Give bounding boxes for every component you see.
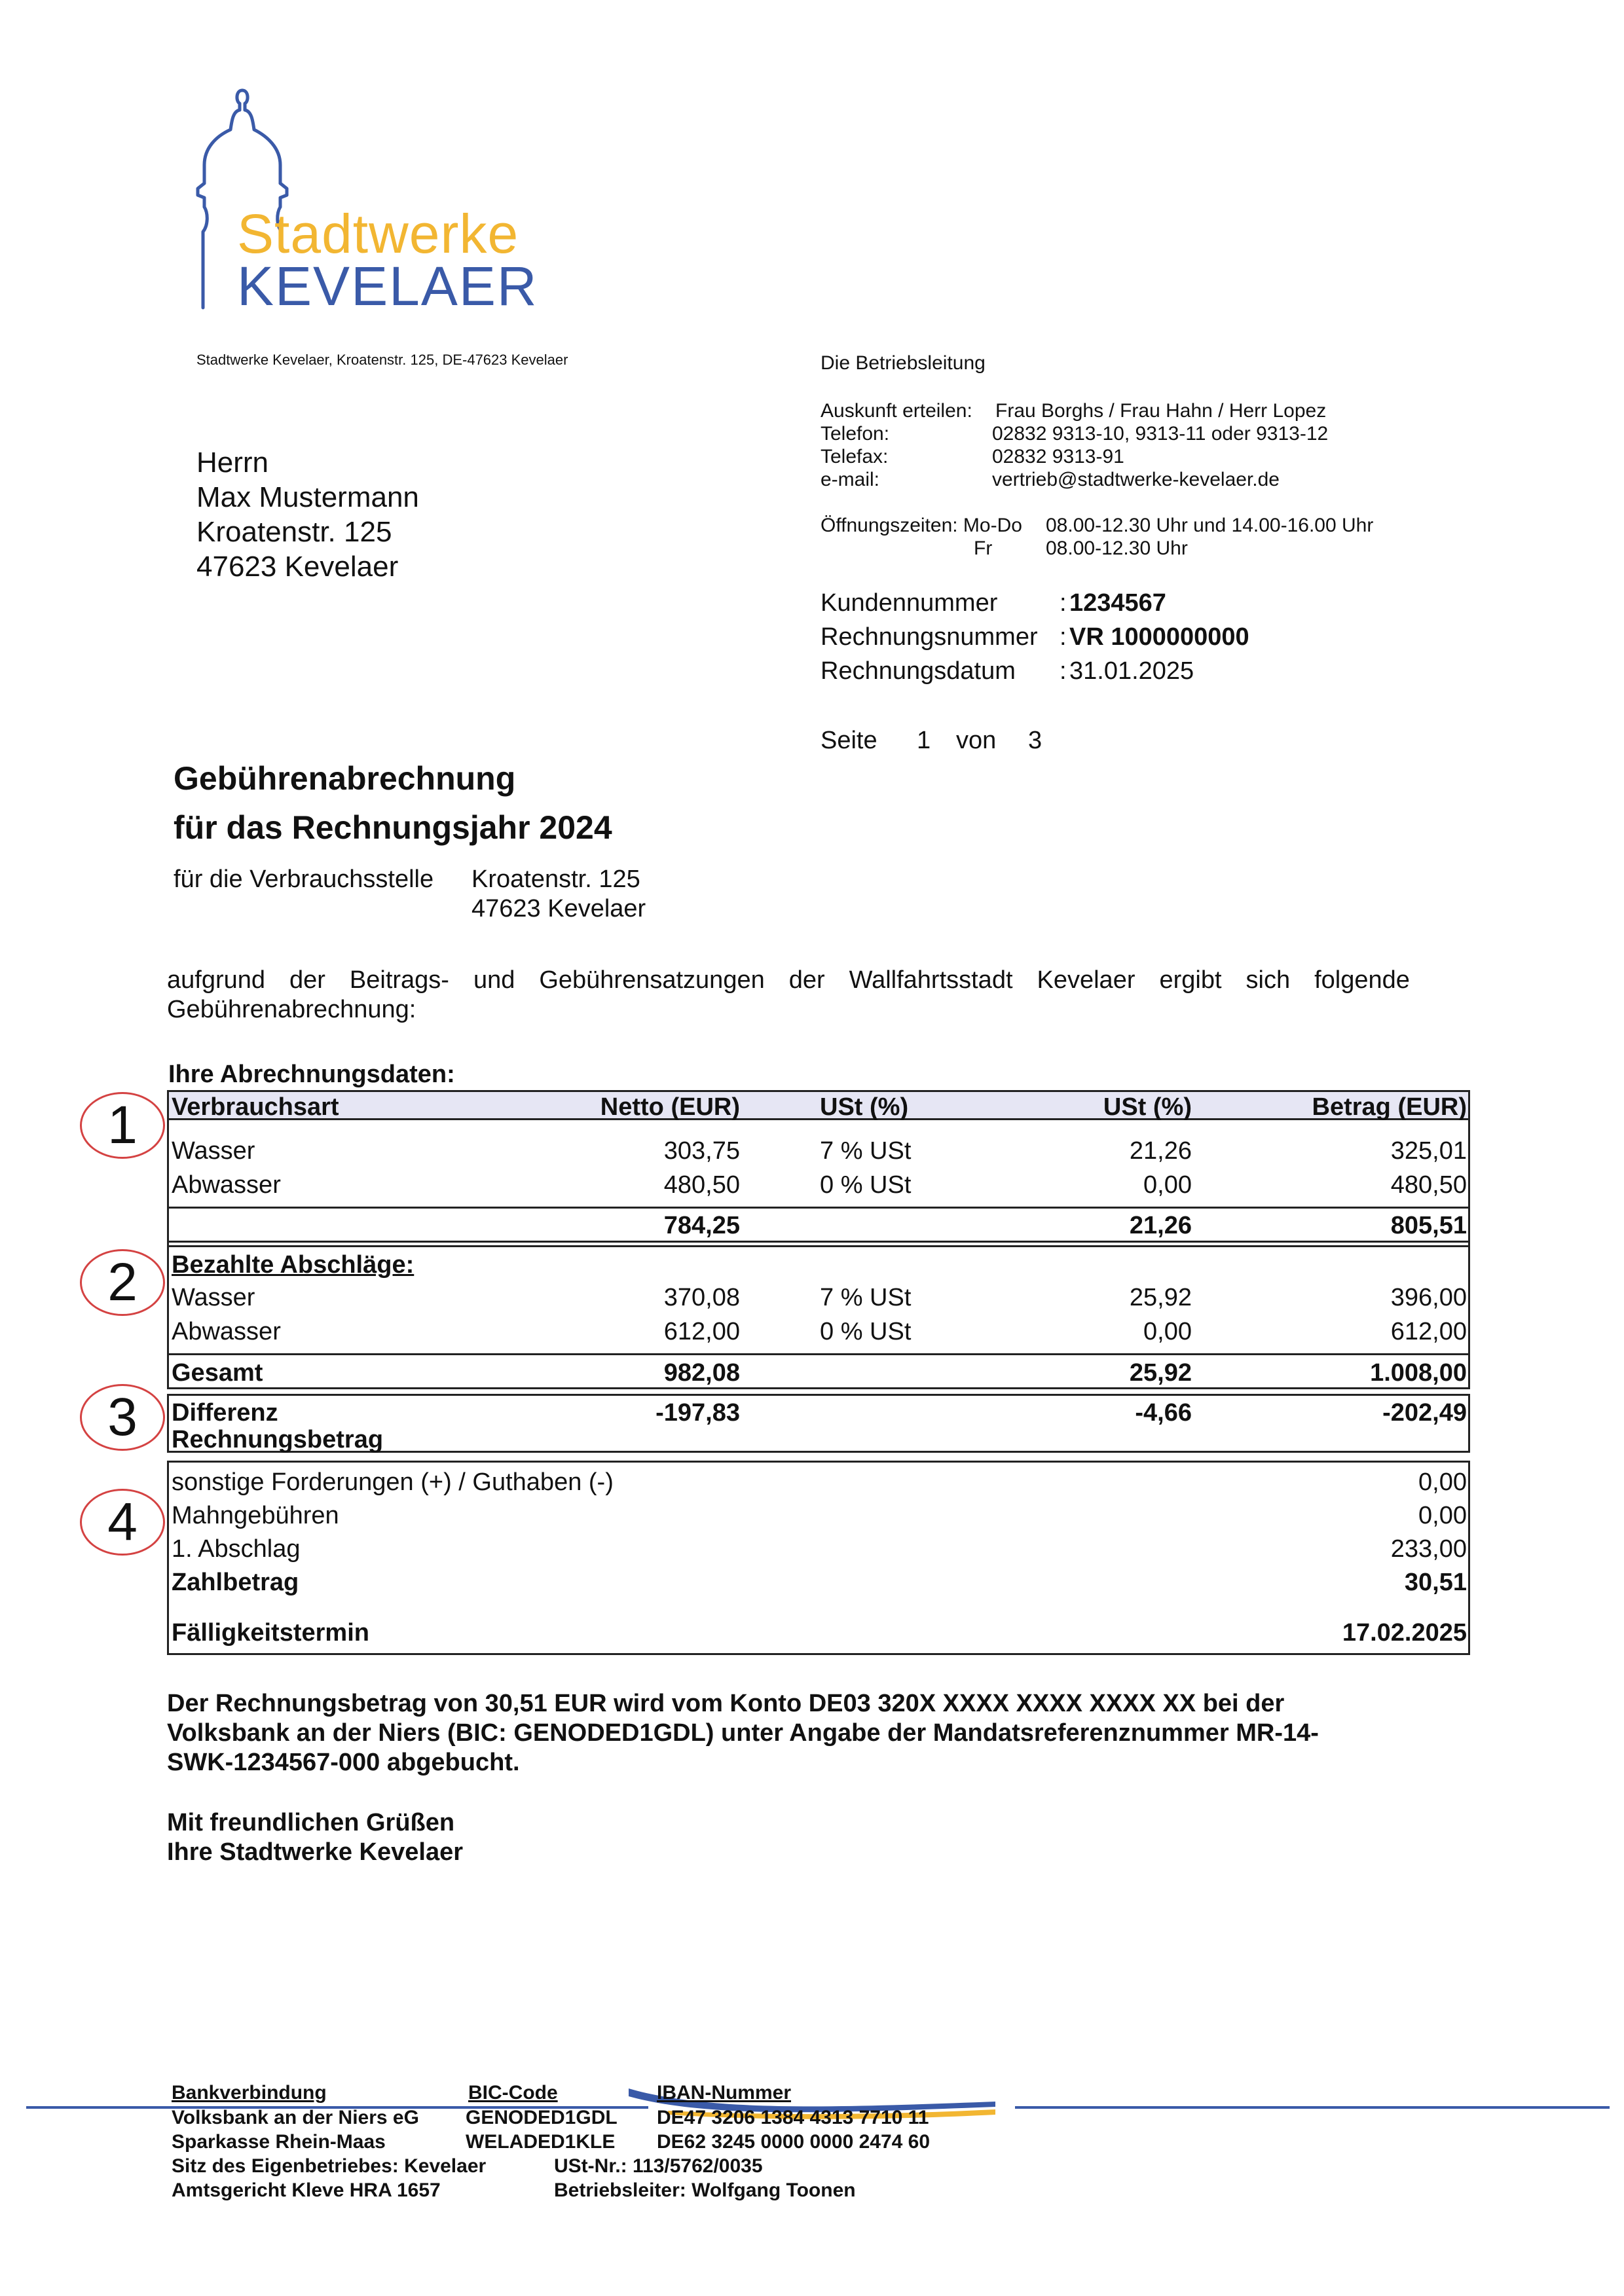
consumption-row-vat-amount: 21,26 <box>1129 1137 1192 1165</box>
consumption-row-vat-rate: 0 % USt <box>820 1171 912 1199</box>
intro-text-line1 <box>167 966 1410 994</box>
column-header-net: Netto (EUR) <box>600 1093 740 1121</box>
footer-court: Amtsgericht Kleve HRA 1657 <box>172 2179 441 2201</box>
recipient-salutation: Herrn <box>196 446 269 479</box>
phone-value: 02832 9313-10, 9313-11 oder 9313-12 <box>992 423 1329 445</box>
total-divider <box>169 1353 1468 1355</box>
page-subtitle: für das Rechnungsjahr 2024 <box>174 809 612 846</box>
subtotal-total: 805,51 <box>1390 1212 1467 1239</box>
department-label: Die Betriebsleitung <box>821 352 986 374</box>
consumption-site-label: für die Verbrauchsstelle <box>174 866 434 893</box>
paid-row-vat-rate: 7 % USt <box>820 1284 912 1311</box>
footer-bic-2: WELADED1KLE <box>466 2131 616 2153</box>
section-divider <box>169 1245 1468 1247</box>
intro-word: und <box>473 966 515 994</box>
subtotal-divider <box>169 1207 1468 1209</box>
subtotal-net: 784,25 <box>663 1212 740 1239</box>
paid-row-net: 370,08 <box>663 1284 740 1311</box>
consumption-row-type: Abwasser <box>172 1171 281 1199</box>
total-net: 982,08 <box>663 1359 740 1387</box>
intro-word: ergibt <box>1159 966 1222 994</box>
fax-label: Telefax: <box>821 446 889 467</box>
footer-bank-header: Bankverbindung <box>172 2082 327 2104</box>
intro-word: sich <box>1246 966 1291 994</box>
total-label: Gesamt <box>172 1359 263 1387</box>
recipient-name: Max Mustermann <box>196 481 419 513</box>
footer-rule-right <box>1015 2106 1610 2109</box>
direct-debit-line3: SWK-1234567-000 abgebucht. <box>167 1749 520 1776</box>
intro-word: der <box>289 966 325 994</box>
footer-vat-number: USt-Nr.: 113/5762/0035 <box>554 2155 763 2177</box>
email-label: e-mail: <box>821 469 880 490</box>
footer-seat: Sitz des Eigenbetriebes: Kevelaer <box>172 2155 487 2177</box>
footer-iban-header: IBAN-Nummer <box>657 2082 792 2104</box>
consumption-row-net: 303,75 <box>663 1137 740 1165</box>
intro-word: folgende <box>1314 966 1410 994</box>
first-installment-label: 1. Abschlag <box>172 1535 301 1563</box>
paid-row-total: 612,00 <box>1390 1318 1467 1345</box>
paid-row-type: Abwasser <box>172 1318 281 1345</box>
page-title: Gebührenabrechnung <box>174 760 516 797</box>
difference-total: -202,49 <box>1382 1399 1467 1427</box>
difference-sublabel: Rechnungsbetrag <box>172 1426 384 1453</box>
footer-iban-2: DE62 3245 0000 0000 2474 60 <box>657 2131 931 2153</box>
billing-table-frame <box>167 1090 1470 1389</box>
column-header-vat-amount: USt (%) <box>1103 1093 1192 1121</box>
customer-number-value: 1234567 <box>1069 589 1166 617</box>
greeting-line1: Mit freundlichen Grüßen <box>167 1809 455 1836</box>
footer-bic-1: GENODED1GDL <box>466 2107 618 2128</box>
intro-word: aufgrund <box>167 966 266 994</box>
dunning-fees-label: Mahngebühren <box>172 1502 339 1529</box>
invoice-date-value: 31.01.2025 <box>1069 657 1194 685</box>
other-claims-label: sonstige Forderungen (+) / Guthaben (-) <box>172 1468 614 1496</box>
consumption-row-vat-rate: 7 % USt <box>820 1137 912 1165</box>
footer-bic-header: BIC-Code <box>468 2082 558 2104</box>
paid-row-vat-rate: 0 % USt <box>820 1318 912 1345</box>
payment-amount-value: 30,51 <box>1404 1569 1467 1596</box>
total-vat: 25,92 <box>1129 1359 1192 1387</box>
greeting-line2: Ihre Stadtwerke Kevelaer <box>167 1838 464 1866</box>
consumption-site-city: 47623 Kevelaer <box>471 895 646 922</box>
contact-info-label: Auskunft erteilen: <box>821 400 972 422</box>
intro-word: der <box>788 966 825 994</box>
consumption-row-total: 325,01 <box>1390 1137 1467 1165</box>
due-date-label: Fälligkeitstermin <box>172 1619 369 1647</box>
marker-circle-4: 4 <box>80 1489 165 1556</box>
marker-circle-1: 1 <box>80 1092 165 1159</box>
fax-value: 02832 9313-91 <box>992 446 1124 467</box>
intro-word: Gebührensatzungen <box>539 966 765 994</box>
difference-net: -197,83 <box>655 1399 740 1427</box>
dunning-fees-value: 0,00 <box>1418 1502 1467 1529</box>
paid-row-vat-amount: 25,92 <box>1129 1284 1192 1311</box>
paid-row-vat-amount: 0,00 <box>1143 1318 1192 1345</box>
page-of-label: von <box>956 727 997 754</box>
intro-word: Beitrags- <box>349 966 449 994</box>
customer-number-label: Kundennummer <box>821 589 998 617</box>
payment-amount-label: Zahlbetrag <box>172 1569 299 1596</box>
opening-hours-friday-label: Fr <box>974 538 993 559</box>
marker-circle-2: 2 <box>80 1249 165 1316</box>
marker-circle-3: 3 <box>80 1384 165 1451</box>
consumption-row-net: 480,50 <box>663 1171 740 1199</box>
consumption-site-street: Kroatenstr. 125 <box>471 866 640 893</box>
direct-debit-line2: Volksbank an der Niers (BIC: GENODED1GDL) unter Angabe der Mandatsreferenznummer MR-14- <box>167 1719 1319 1747</box>
sender-address-line: Stadtwerke Kevelaer, Kroatenstr. 125, DE-47623 Kevelaer <box>196 352 568 368</box>
contact-info-value: Frau Borghs / Frau Hahn / Herr Lopez <box>995 400 1327 422</box>
invoice-date-label: Rechnungsdatum <box>821 657 1016 685</box>
consumption-row-vat-amount: 0,00 <box>1143 1171 1192 1199</box>
paid-row-type: Wasser <box>172 1284 255 1311</box>
column-header-vat-rate: USt (%) <box>820 1093 909 1121</box>
opening-hours-weekdays: 08.00-12.30 Uhr und 14.00-16.00 Uhr <box>1046 515 1374 536</box>
page-current: 1 <box>917 727 931 754</box>
page-total: 3 <box>1028 727 1043 754</box>
direct-debit-line1: Der Rechnungsbetrag von 30,51 EUR wird vom Konto DE03 320X XXXX XXXX XXXX XX bei der <box>167 1690 1285 1717</box>
page-label: Seite <box>821 727 877 754</box>
first-installment-value: 233,00 <box>1390 1535 1467 1563</box>
invoice-number-label: Rechnungsnummer <box>821 623 1038 651</box>
footer-iban-1: DE47 3206 1384 4313 7710 11 <box>657 2107 929 2128</box>
paid-installments-heading: Bezahlte Abschläge: <box>172 1251 415 1279</box>
colon: : <box>1060 657 1067 685</box>
recipient-street: Kroatenstr. 125 <box>196 516 392 548</box>
intro-text-line2: Gebührenabrechnung: <box>167 996 416 1023</box>
other-claims-value: 0,00 <box>1418 1468 1467 1496</box>
column-header-type: Verbrauchsart <box>172 1093 339 1121</box>
subtotal-vat: 21,26 <box>1129 1212 1192 1239</box>
consumption-row-total: 480,50 <box>1390 1171 1467 1199</box>
logo-text-stadtwerke: Stadtwerke <box>237 203 519 264</box>
email-link[interactable]: vertrieb@stadtwerke-kevelaer.de <box>992 469 1280 490</box>
opening-hours-friday: 08.00-12.30 Uhr <box>1046 538 1188 559</box>
difference-label: Differenz <box>172 1399 278 1427</box>
footer-manager: Betriebsleiter: Wolfgang Toonen <box>554 2179 856 2201</box>
total-amount: 1.008,00 <box>1370 1359 1467 1387</box>
paid-row-total: 396,00 <box>1390 1284 1467 1311</box>
phone-label: Telefon: <box>821 423 890 445</box>
section-divider <box>169 1241 1468 1243</box>
paid-row-net: 612,00 <box>663 1318 740 1345</box>
intro-word: Wallfahrtsstadt <box>849 966 1013 994</box>
colon: : <box>1060 623 1067 651</box>
difference-vat: -4,66 <box>1135 1399 1192 1427</box>
logo-text-kevelaer: KEVELAER <box>237 255 538 317</box>
column-header-total: Betrag (EUR) <box>1312 1093 1467 1121</box>
invoice-number-value: VR 1000000000 <box>1069 623 1249 651</box>
colon: : <box>1060 589 1067 617</box>
due-date-value: 17.02.2025 <box>1342 1619 1467 1647</box>
consumption-row-type: Wasser <box>172 1137 255 1165</box>
footer-bank-2: Sparkasse Rhein-Maas <box>172 2131 386 2153</box>
intro-word: Kevelaer <box>1037 966 1135 994</box>
recipient-address <box>196 445 419 584</box>
footer-bank-1: Volksbank an der Niers eG <box>172 2107 419 2128</box>
recipient-city: 47623 Kevelaer <box>196 551 399 583</box>
billing-data-caption: Ihre Abrechnungsdaten: <box>168 1061 455 1088</box>
opening-hours-label: Öffnungszeiten: Mo-Do <box>821 515 1022 536</box>
